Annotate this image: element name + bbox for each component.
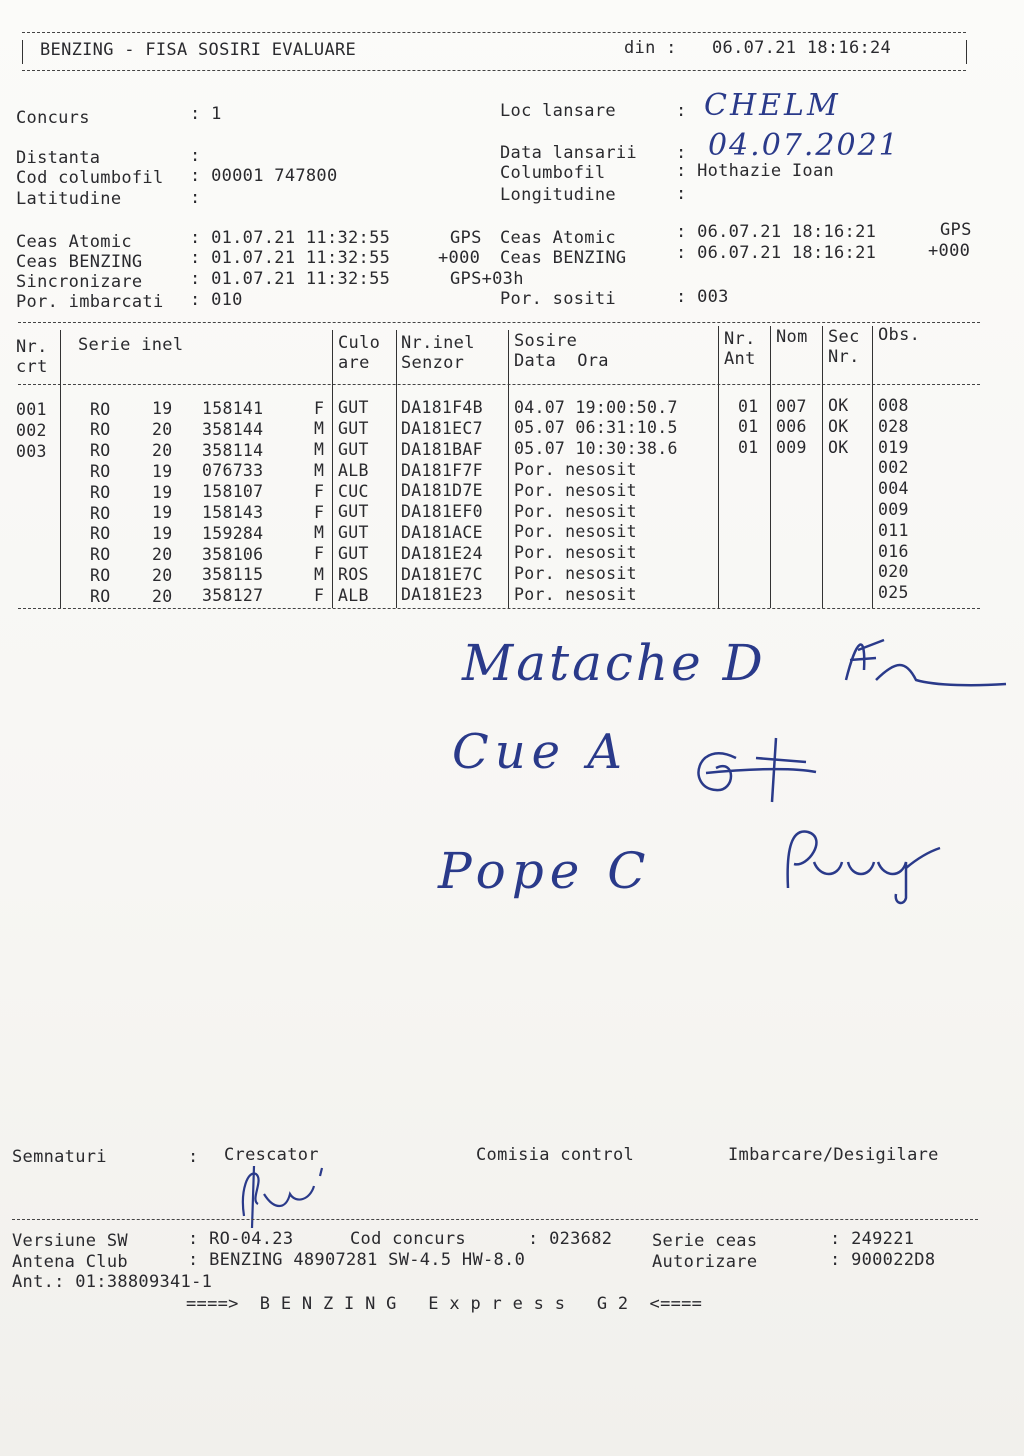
cell-sex: F: [314, 481, 325, 501]
cell-sosire: 05.07 06:31:10.5: [514, 418, 678, 438]
semnaturi-label: Semnaturi: [12, 1147, 107, 1167]
cell-nr: 002: [16, 420, 47, 440]
signature-scribble-1: [836, 620, 1016, 700]
th-are: are: [338, 353, 370, 373]
cell-sex: F: [314, 398, 325, 418]
longitudine-value: :: [676, 184, 687, 204]
loc-lansare-label: Loc lansare: [500, 101, 616, 121]
loc-lansare-handwritten: CHELM: [704, 88, 841, 123]
semnaturi-colon: :: [188, 1147, 199, 1167]
ceas-benzing-start-value: : 01.07.21 11:32:55: [190, 248, 391, 268]
document-title: BENZING - FISA SOSIRI EVALUARE: [40, 40, 357, 60]
cell-obs: 025: [878, 583, 909, 603]
cell-ant: 01: [738, 396, 759, 416]
imbarcare-desigilare-label: Imbarcare/Desigilare: [728, 1145, 939, 1165]
cell-tara: RO: [90, 503, 111, 523]
col-sep-sosire: [508, 330, 509, 608]
cell-sosire: 05.07 10:30:38.6: [514, 439, 678, 459]
cell-inel: 358114: [202, 440, 264, 460]
signature-scribble-2: [676, 728, 836, 818]
th-ant: Ant: [724, 349, 756, 369]
header-bottom-rule: [22, 70, 966, 71]
th-data-ora: Data Ora: [514, 351, 609, 371]
cell-inel: 158141: [202, 399, 264, 419]
cell-inel: 358115: [202, 565, 264, 585]
por-sositi-value: : 003: [676, 287, 729, 307]
columbofil-value: : Hothazie Ioan: [676, 161, 835, 181]
longitudine-label: Longitudine: [500, 185, 616, 205]
cell-inel: 358144: [202, 419, 264, 439]
th-crt: crt: [16, 357, 48, 377]
cell-nom: 006: [776, 417, 807, 437]
cell-sex: M: [314, 440, 325, 460]
footer-rule: [12, 1219, 978, 1220]
col-sep-nom: [770, 326, 771, 608]
cell-sec: OK: [828, 437, 849, 457]
cell-an: 20: [152, 586, 173, 606]
latitudine-value: :: [190, 188, 201, 208]
cell-tara: RO: [90, 586, 111, 606]
th-nom: Nom: [776, 327, 808, 347]
signature-name-matache: Matache D: [462, 634, 766, 692]
cell-senzor: DA181E23: [401, 585, 483, 605]
por-imbarcati-label: Por. imbarcati: [16, 292, 164, 312]
cell-tara: RO: [90, 420, 111, 440]
cell-sex: M: [314, 523, 325, 543]
cell-culoare: ALB: [338, 460, 369, 480]
data-lansarii-colon: :: [676, 143, 687, 163]
latitudine-label: Latitudine: [16, 189, 122, 209]
sincronizare-suffix: GPS+03h: [450, 269, 524, 289]
versiune-sw-label: Versiune SW: [12, 1231, 128, 1251]
loc-lansare-colon: :: [676, 101, 687, 121]
cell-nom: 009: [776, 438, 807, 458]
data-lansarii-handwritten: 04.07.2021: [708, 128, 900, 163]
data-lansarii-label: Data lansarii: [500, 143, 637, 163]
col-sep-culoare: [332, 330, 333, 608]
cell-sex: M: [314, 419, 325, 439]
cell-sex: F: [314, 585, 325, 605]
cell-culoare: CUC: [338, 481, 369, 501]
cell-culoare: GUT: [338, 440, 369, 460]
header-datetime: 06.07.21 18:16:24: [712, 38, 892, 58]
sincronizare-label: Sincronizare: [16, 272, 143, 292]
cell-culoare: GUT: [338, 419, 369, 439]
cell-tara: RO: [90, 441, 111, 461]
cell-senzor: DA181ACE: [401, 522, 483, 542]
cell-tara: RO: [90, 565, 111, 585]
header-left-border: [22, 40, 23, 64]
th-sec: Sec: [828, 327, 860, 347]
ceas-benzing-start-label: Ceas BENZING: [16, 252, 143, 272]
ceas-atomic-start-suffix: GPS: [450, 228, 482, 248]
concurs-value: : 1: [190, 104, 222, 124]
th-nr-inel: Nr.inel: [401, 333, 475, 353]
signature-name-pope: Pope C: [438, 842, 652, 900]
cell-tara: RO: [90, 399, 111, 419]
cell-senzor: DA181E24: [401, 543, 483, 563]
ceas-atomic-start-label: Ceas Atomic: [16, 232, 132, 252]
cell-sex: F: [314, 502, 325, 522]
ceas-benzing-end-value: : 06.07.21 18:16:21: [676, 243, 877, 263]
cell-culoare: GUT: [338, 544, 369, 564]
cell-culoare: GUT: [338, 502, 369, 522]
cell-sec: OK: [828, 417, 849, 437]
th-nr: Nr.: [16, 337, 48, 357]
cell-an: 19: [152, 482, 173, 502]
signature-name-cue: Cue A: [452, 724, 628, 780]
cell-culoare: GUT: [338, 523, 369, 543]
por-sositi-label: Por. sositi: [500, 289, 616, 309]
th-serie-inel: Serie inel: [78, 335, 184, 355]
cell-sex: M: [314, 564, 325, 584]
concurs-label: Concurs: [16, 108, 90, 128]
cell-an: 20: [152, 420, 173, 440]
cell-an: 19: [152, 399, 173, 419]
cell-tara: RO: [90, 461, 111, 481]
serie-ceas-label: Serie ceas: [652, 1231, 758, 1251]
cell-obs: 009: [878, 500, 909, 520]
cell-culoare: ROS: [338, 564, 369, 584]
col-sep-obs: [872, 326, 873, 608]
ceas-atomic-end-value: : 06.07.21 18:16:21: [676, 222, 877, 242]
cell-inel: 358106: [202, 544, 264, 564]
th-culo: Culo: [338, 333, 381, 353]
cell-an: 19: [152, 524, 173, 544]
cell-an: 20: [152, 544, 173, 564]
cell-an: 19: [152, 503, 173, 523]
th-sec-nr: Nr.: [828, 347, 860, 367]
antena-club-label: Antena Club: [12, 1252, 128, 1272]
cell-sex: F: [314, 544, 325, 564]
col-sep-nr: [60, 330, 61, 608]
cell-inel: 076733: [202, 461, 264, 481]
col-sep-ant: [718, 326, 719, 608]
cell-sosire: 04.07 19:00:50.7: [514, 397, 678, 417]
table-bottom-rule: [18, 608, 980, 609]
cell-senzor: DA181E7C: [401, 564, 483, 584]
ceas-benzing-end-label: Ceas BENZING: [500, 248, 627, 268]
cell-sosire: Por. nesosit: [514, 564, 637, 584]
th-senzor: Senzor: [401, 353, 465, 373]
antena-club-value: : BENZING 48907281 SW-4.5 HW-8.0: [188, 1250, 526, 1270]
cell-tara: RO: [90, 545, 111, 565]
cod-columbofil-value: : 00001 747800: [190, 166, 338, 186]
th-sosire: Sosire: [514, 331, 578, 351]
cell-senzor: DA181F7F: [401, 460, 483, 480]
comisia-control-label: Comisia control: [476, 1145, 635, 1165]
cell-nom: 007: [776, 396, 807, 416]
cell-inel: 159284: [202, 523, 264, 543]
cell-senzor: DA181BAF: [401, 439, 483, 459]
cell-sosire: Por. nesosit: [514, 480, 637, 500]
distanta-value: :: [190, 146, 201, 166]
cell-tara: RO: [90, 524, 111, 544]
cell-obs: 011: [878, 520, 909, 540]
cell-sosire: Por. nesosit: [514, 584, 637, 604]
cell-inel: 358127: [202, 586, 264, 606]
por-imbarcati-value: : 010: [190, 290, 243, 310]
cell-obs: 028: [878, 416, 909, 436]
cell-obs: 019: [878, 437, 909, 457]
din-label: din :: [624, 38, 677, 58]
table-header-rule: [18, 384, 980, 385]
versiune-sw-value: : RO-04.23: [188, 1229, 294, 1249]
ceas-benzing-end-suffix: +000: [928, 241, 971, 261]
benzing-express-banner: ====> B E N Z I N G E x p r e s s G 2 <====: [186, 1294, 703, 1314]
col-sep-sec: [822, 326, 823, 608]
cell-obs: 002: [878, 458, 909, 478]
cell-an: 20: [152, 440, 173, 460]
cell-tara: RO: [90, 482, 111, 502]
cell-senzor: DA181F4B: [401, 398, 483, 418]
signature-scribble-3: [778, 818, 948, 908]
cell-culoare: GUT: [338, 398, 369, 418]
table-top-rule: [18, 322, 980, 323]
th-nr-ant: Nr.: [724, 329, 756, 349]
serie-ceas-value: : 249221: [830, 1229, 915, 1249]
autorizare-label: Autorizare: [652, 1252, 758, 1272]
cell-obs: 004: [878, 479, 909, 499]
cell-sosire: Por. nesosit: [514, 460, 637, 480]
cell-an: 20: [152, 565, 173, 585]
header-right-border: [966, 40, 967, 64]
columbofil-label: Columbofil: [500, 163, 606, 183]
cell-sec: OK: [828, 396, 849, 416]
cod-concurs-value: : 023682: [528, 1229, 613, 1249]
sincronizare-value: : 01.07.21 11:32:55: [190, 269, 391, 289]
col-sep-senzor: [396, 330, 397, 608]
cell-obs: 008: [878, 396, 909, 416]
cell-senzor: DA181D7E: [401, 481, 483, 501]
cell-ant: 01: [738, 438, 759, 458]
th-obs: Obs.: [878, 325, 921, 345]
cell-culoare: ALB: [338, 585, 369, 605]
cell-ant: 01: [738, 417, 759, 437]
cod-columbofil-label: Cod columbofil: [16, 168, 164, 188]
ceas-atomic-end-suffix: GPS: [940, 220, 972, 240]
cell-obs: 016: [878, 541, 909, 561]
autorizare-value: : 900022D8: [830, 1250, 936, 1270]
distanta-label: Distanta: [16, 148, 101, 168]
ceas-atomic-end-label: Ceas Atomic: [500, 228, 616, 248]
cell-inel: 158107: [202, 482, 264, 502]
cell-an: 19: [152, 461, 173, 481]
ceas-atomic-start-value: : 01.07.21 11:32:55: [190, 228, 391, 248]
crescator-label: Crescator: [224, 1145, 319, 1165]
cell-inel: 158143: [202, 503, 264, 523]
cell-sex: M: [314, 460, 325, 480]
header-top-rule: [22, 32, 966, 33]
antenna-id: Ant.: 01:38809341-1: [12, 1272, 213, 1292]
ceas-benzing-start-suffix: +000: [438, 248, 481, 268]
cell-senzor: DA181EF0: [401, 502, 483, 522]
cell-sosire: Por. nesosit: [514, 543, 637, 563]
cell-obs: 020: [878, 562, 909, 582]
cell-nr: 001: [16, 399, 47, 419]
cell-sosire: Por. nesosit: [514, 501, 637, 521]
cod-concurs-label: Cod concurs: [350, 1229, 466, 1249]
cell-senzor: DA181EC7: [401, 418, 483, 438]
cell-nr: 003: [16, 441, 47, 461]
cell-sosire: Por. nesosit: [514, 522, 637, 542]
